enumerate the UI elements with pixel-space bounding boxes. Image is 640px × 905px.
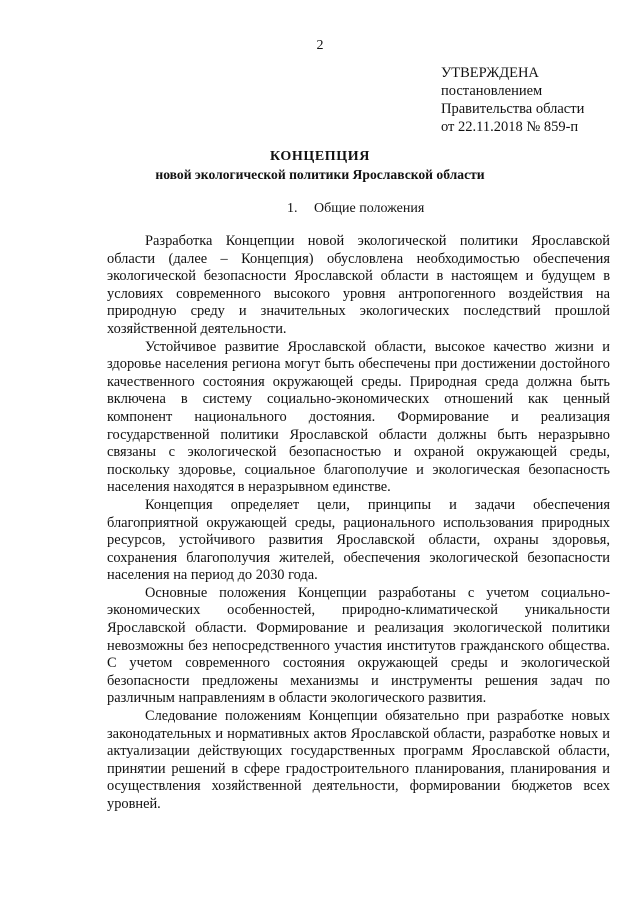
section-number: 1. (287, 201, 298, 216)
body-paragraph: Устойчивое развитие Ярославской области, высокое качество жизни и здоровье населения региона могут быть обеспечены при достижении достойного качественного состояния окружающей среды. Природная среда должна быть включена в систему социально-экономических отношений как ценный компонент национального достояния. Формирование и реализация государственной политики Ярославской области должны быть неразрывно связаны с экологической безопасностью и охраной окружающей среды, поскольку здоровье, социальное благополучие и экологическая безопасность населения находятся в неразрывном единстве. (107, 338, 610, 496)
body-paragraph: Следование положениям Концепции обязательно при разработке новых законодательных и нормативных актов Ярославской области, разработке новых и актуализации действующих государственных программ Ярославской области, принятии решений в сфере градостроительного планирования, планирования и осуществления хозяйственной деятельности, формировании бюджетов всех уровней. (107, 708, 610, 812)
page-number: 2 (316, 38, 324, 53)
approval-line: постановлением (441, 83, 543, 99)
approval-line: Правительства области (441, 101, 585, 117)
section-heading (287, 201, 424, 217)
document-body (107, 233, 610, 814)
body-paragraph: Основные положения Концепции разработаны с учетом социально-экономических особенностей, природно-климатической уникальности Ярославской области. Формирование и реализация экологической политики невозможны без непосредственного участия институтов гражданского общества. С учетом современного состояния окружающей среды и экологической безопасности предложены механизмы и инструменты решения задач по различным направлениям в области экологического развития. (107, 584, 610, 707)
body-paragraph: Разработка Концепции новой экологической политики Ярославской области (далее – Концепция) обусловлена необходимостью обеспечения экологической безопасности Ярославской области в настоящем и будущем в условиях современного высокого уровня антропогенного воздействия на природную среду и значительных экологических последствий прошлой хозяйственной деятельности. (107, 233, 610, 337)
approval-line: УТВЕРЖДЕНА (441, 65, 539, 81)
approval-line: от 22.11.2018 № 859-п (441, 119, 579, 135)
approval-stamp (441, 64, 584, 136)
section-title: Общие положения (314, 201, 425, 216)
body-paragraph: Концепция определяет цели, принципы и задачи обеспечения благоприятной окружающей среды, рационального использования природных ресурсов, устойчивого развития Ярославской области, охраны здоровья, сохранения благополучия жителей, обеспечения экологической безопасности населения на период до 2030 года. (107, 496, 610, 584)
document-title: КОНЦЕПЦИЯ (270, 149, 370, 164)
document-subtitle: новой экологической политики Ярославской области (155, 167, 485, 182)
